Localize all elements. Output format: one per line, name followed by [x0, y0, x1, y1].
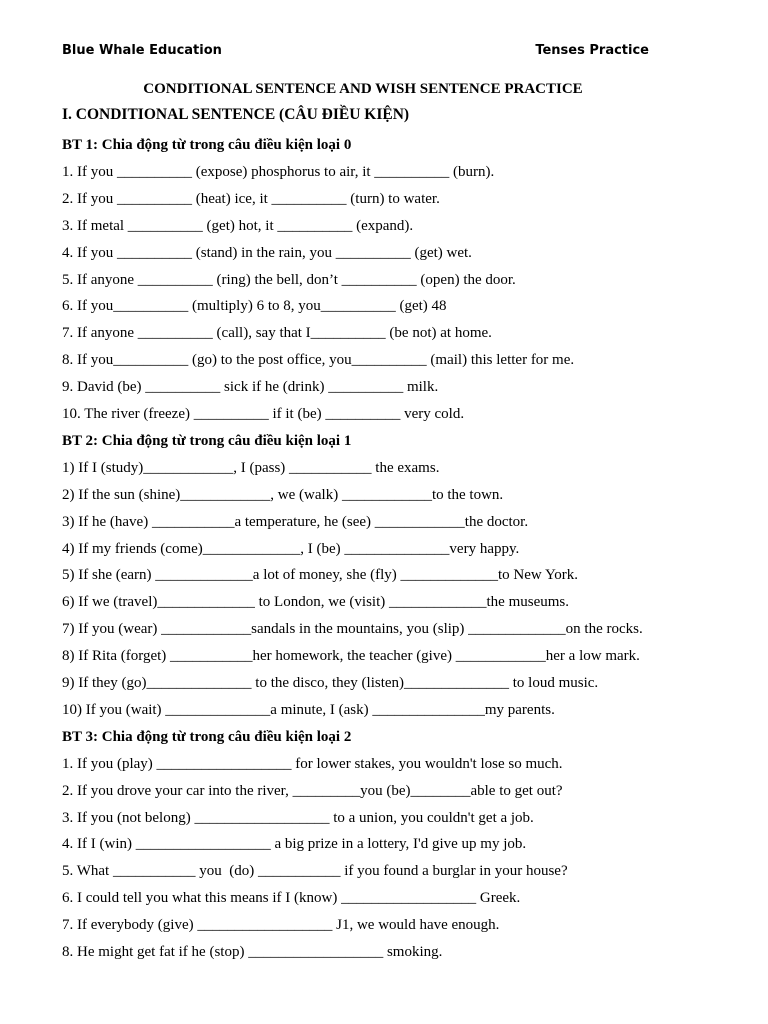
exercise-line: 1) If I (study)____________, I (pass) ___________ the exams. [62, 459, 440, 476]
exercise-line: 3) If he (have) ___________a temperature, he (see) ____________the doctor. [62, 513, 529, 530]
exercise-line: 8. If you__________ (go) to the post office, you__________ (mail) this letter for me. [62, 352, 575, 369]
exercise-line: 7. If everybody (give) __________________ J1, we would have enough. [62, 917, 500, 934]
exercise-line: 1. If you (play) __________________ for lower stakes, you wouldn't lose so much. [62, 755, 563, 772]
exercise-line: 4) If my friends (come)_____________, I (be) ______________very happy. [62, 540, 520, 557]
exercise-line: 3. If you (not belong) __________________ to a union, you couldn't get a job. [62, 809, 534, 826]
page-header [62, 43, 649, 58]
exercise-line: 4. If I (win) __________________ a big prize in a lottery, I'd give up my job. [62, 836, 527, 853]
exercise-1 [62, 134, 682, 430]
exercise-line: 4. If you __________ (stand) in the rain, you __________ (get) wet. [62, 244, 472, 261]
worksheet-content [62, 78, 682, 968]
exercise-line: 1. If you __________ (expose) phosphorus to air, it __________ (burn). [62, 164, 495, 180]
exercise-line: 8. He might get fat if he (stop) __________________ smoking. [62, 944, 443, 961]
exercise-line: 5. What ___________ you (do) ___________ if you found a burglar in your house? [62, 863, 568, 880]
exercise-line: 2) If the sun (shine)____________, we (walk) ____________to the town. [62, 486, 504, 503]
exercise-line: 6. I could tell you what this means if I (know) __________________ Greek. [62, 890, 521, 907]
header-topic: Tenses Practice [535, 43, 649, 58]
exercise-heading: BT 3: Chia động từ trong câu điều kiện loại 2 [62, 728, 352, 745]
exercise-line: 9) If they (go)______________ to the disco, they (listen)______________ to loud music. [62, 675, 599, 692]
exercise-line: 6) If we (travel)_____________ to London, we (visit) _____________the museums. [62, 594, 570, 611]
exercise-heading: BT 1: Chia động từ trong câu điều kiện loại 0 [62, 137, 352, 153]
exercise-line: 10. The river (freeze) __________ if it (be) __________ very cold. [62, 406, 465, 423]
exercise-heading: BT 2: Chia động từ trong câu điều kiện loại 1 [62, 432, 352, 449]
section-heading: I. CONDITIONAL SENTENCE (CÂU ĐIỀU KIỆN) [62, 106, 410, 123]
exercise-line: 10) If you (wait) ______________a minute, I (ask) _______________my parents. [62, 701, 555, 718]
exercise-line: 2. If you drove your car into the river, _________you (be)________able to get out? [62, 782, 563, 799]
exercise-2 [62, 430, 682, 726]
exercise-line: 7) If you (wear) ____________sandals in the mountains, you (slip) _____________on the rocks. [62, 621, 643, 638]
exercise-line: 9. David (be) __________ sick if he (drink) __________ milk. [62, 379, 439, 396]
exercise-3 [62, 726, 682, 968]
exercise-line: 8) If Rita (forget) ___________her homework, the teacher (give) ____________her a low mark. [62, 648, 640, 665]
exercise-line: 3. If metal __________ (get) hot, it __________ (expand). [62, 217, 414, 234]
header-organization: Blue Whale Education [62, 43, 222, 58]
exercise-line: 7. If anyone __________ (call), say that I__________ (be not) at home. [62, 325, 492, 342]
exercise-line: 6. If you__________ (multiply) 6 to 8, you__________ (get) 48 [62, 298, 447, 315]
worksheet-title: CONDITIONAL SENTENCE AND WISH SENTENCE PRACTICE [143, 81, 583, 97]
exercise-line: 2. If you __________ (heat) ice, it __________ (turn) to water. [62, 190, 440, 207]
exercise-line: 5. If anyone __________ (ring) the bell, don’t __________ (open) the door. [62, 271, 516, 288]
exercise-line: 5) If she (earn) _____________a lot of money, she (fly) _____________to New York. [62, 567, 579, 584]
